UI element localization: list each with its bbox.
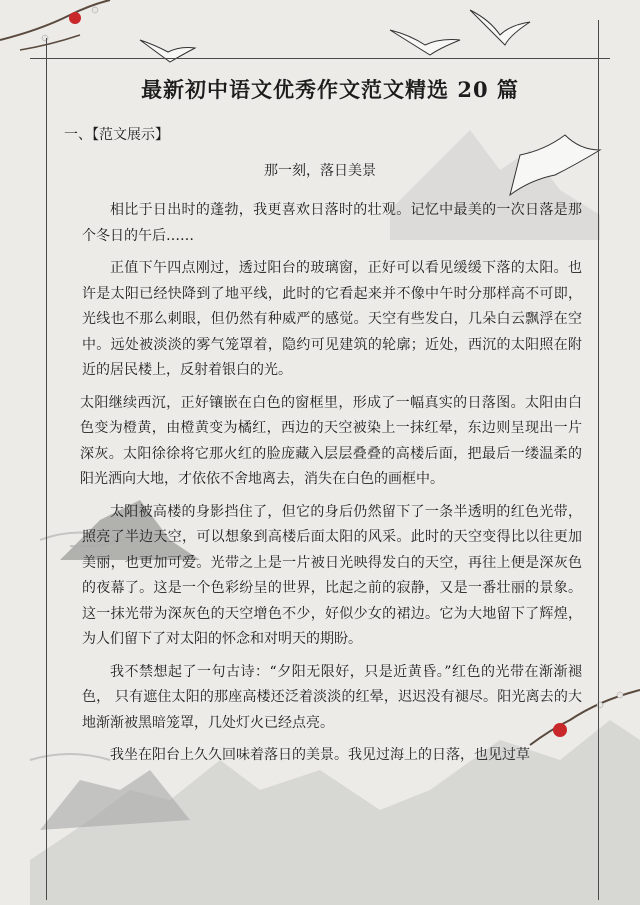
branch-top-left: [0, 0, 110, 40]
frame-top-line: [30, 58, 610, 59]
document-header: [64, 74, 596, 106]
paragraph: 我坐在阳台上久久回味着落日的美景。我见过海上的日落，也见过草: [110, 747, 530, 763]
essay-title: 那一刻，落日美景: [264, 163, 376, 179]
section-heading: 一、【范文展示】: [64, 127, 169, 143]
plum-blossom: [69, 12, 81, 24]
page-title: 最新初中语文优秀作文范文精选 20 篇: [141, 77, 519, 102]
mountain-bottom-left: [40, 770, 190, 830]
paragraph: 太阳被高楼的身影挡住了，但它的身后仍然留下了一条半透明的红色光带，照亮了半边天空，可以想象到高楼后面太阳的风采。此时的天空变得比以往更加美丽，也更加可爱。光带之上是一片被日光映得发白的天空，再往上便是深灰色的夜幕了。这是一个色彩纷呈的世界，比起之前的寂静，又是一番壮丽的景象。这一抹光带为深灰色的天空增色不少，好似少女的裙边。它为大地留下了辉煌，为人们留下了对太阳的怀念和对明天的期盼。: [82, 503, 582, 647]
frame-right-line: [598, 20, 599, 900]
paragraph: 相比于日出时的蓬勃，我更喜欢日落时的壮观。记忆中最美的一次日落是那个冬日的午后……: [82, 202, 582, 244]
essay-body: [82, 198, 582, 776]
paragraph: 正值下午四点刚过，透过阳台的玻璃窗，正好可以看见缓缓下落的太阳。也许是太阳已经快降到了地平线，此时的它看起来并不像中午时分那样高不可即，光线也不那么刺眼，但仍然有种威严的感觉。天空有些发白，几朵白云飘浮在空中。远处被淡淡的雾气笼罩着，隐约可见建筑的轮廓；近处，西沉的太阳照在附近的居民楼上，反射着银白的光。: [82, 260, 582, 378]
paragraph: 我不禁想起了一句古诗：“夕阳无限好，只是近黄昏。”红色的光带在渐渐褪色， 只有遮住太阳的那座高楼还泛着淡淡的红晕，迟迟没有褪尽。阳光离去的大地渐渐被黑暗笼罩，几处灯火已经点亮。: [82, 663, 582, 731]
paragraph: 太阳继续西沉，正好镶嵌在白色的窗框里，形成了一幅真实的日落图。太阳由白色变为橙黄，由橙黄变为橘红，西边的天空被染上一抹红晕，东边则呈现出一片深灰。太阳徐徐将它那火红的脸庞藏入层层叠叠的高楼后面，把最后一缕温柔的阳光洒向大地，才依依不舍地离去，消失在白色的画框中。: [80, 394, 582, 487]
